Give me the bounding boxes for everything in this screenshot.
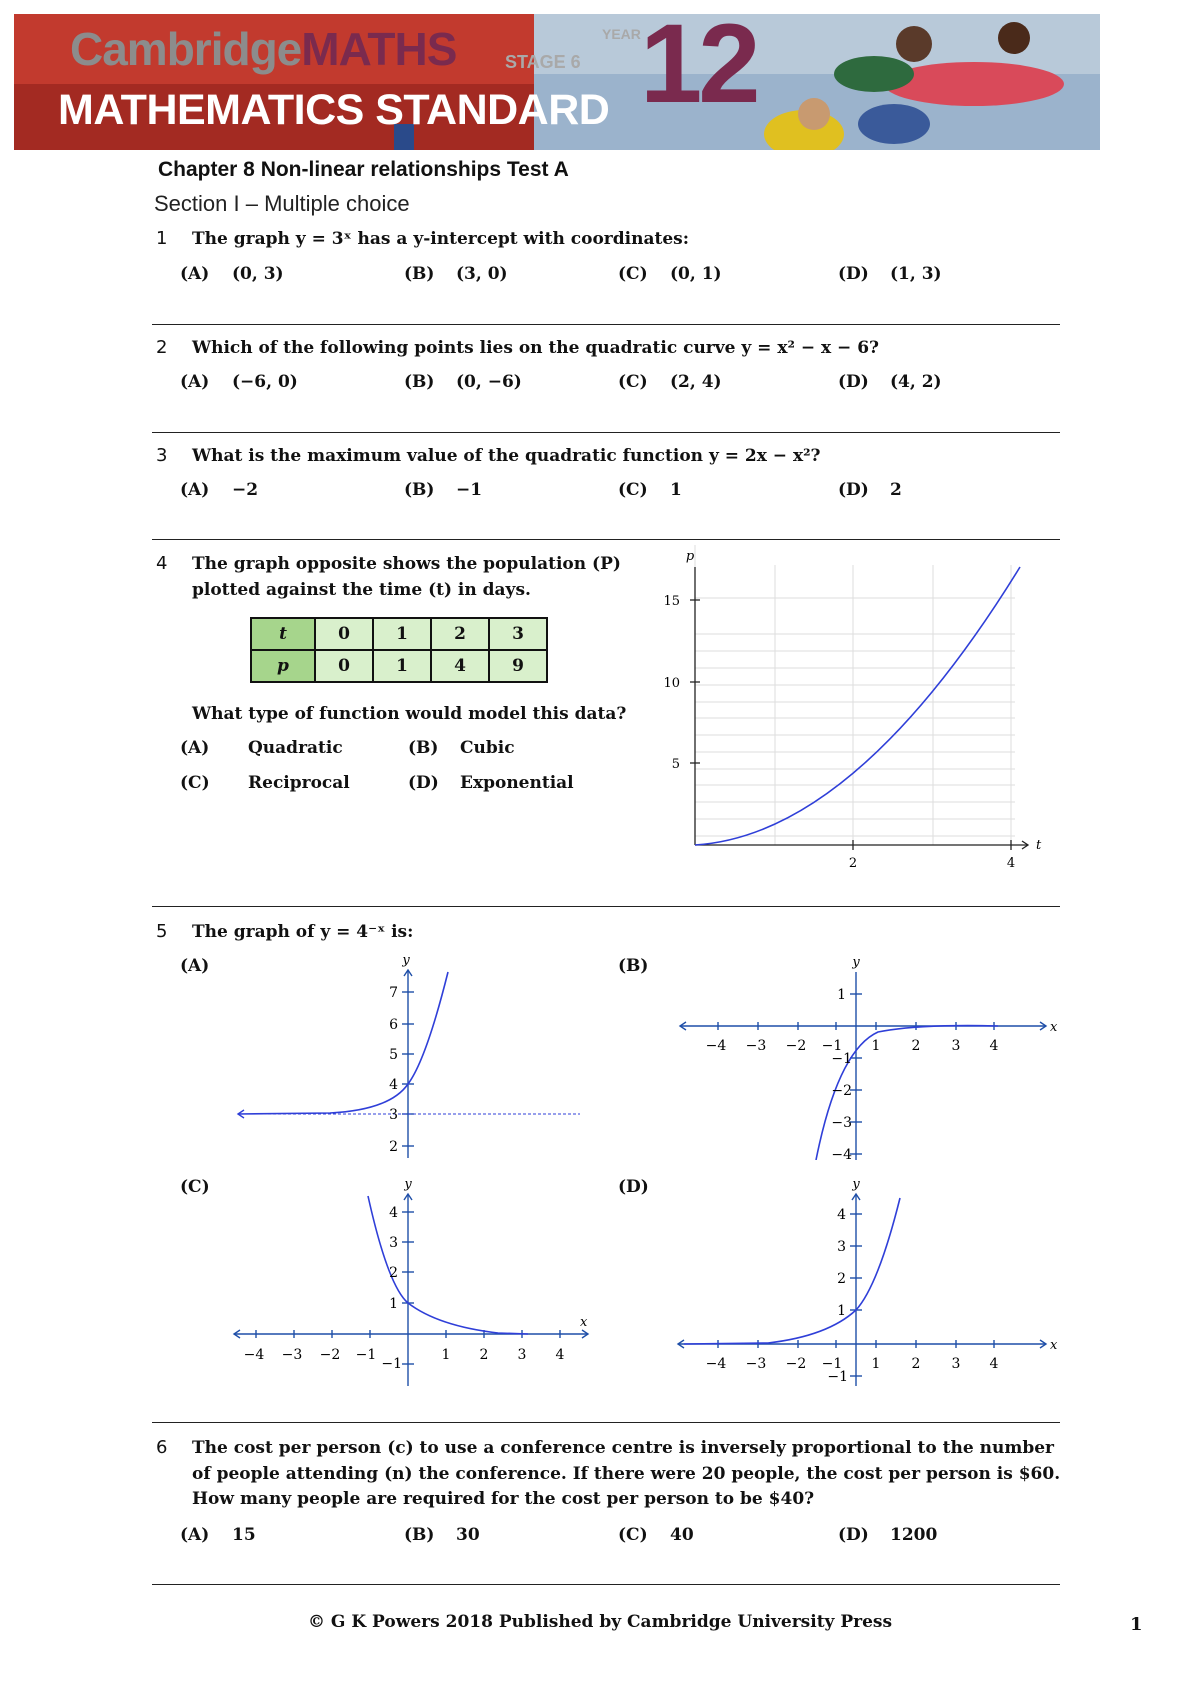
question-2-option-a[interactable]: (A) (−6, 0): [180, 372, 298, 392]
question-3-text: What is the maximum value of the quadratic function y = 2x − x²?: [192, 446, 821, 466]
question-2-option-b[interactable]: (B) (0, −6): [404, 372, 522, 392]
tick-label: 3: [389, 1107, 398, 1123]
tick-label: −1: [831, 1051, 852, 1067]
tick-label: 2: [389, 1265, 398, 1281]
question-6-option-b[interactable]: (B) 30: [404, 1525, 480, 1545]
question-3-option-a[interactable]: (A) −2: [180, 480, 259, 500]
tick-label: −4: [705, 1356, 727, 1372]
curve: [238, 972, 448, 1114]
tick-label: 3: [837, 1239, 846, 1255]
graph-c: [228, 1176, 598, 1386]
table-cell: 9: [489, 650, 547, 682]
table-row: [251, 650, 547, 682]
question-4-number: 4: [156, 553, 168, 574]
tick-label: −4: [243, 1347, 265, 1363]
divider: [152, 906, 1060, 907]
question-4-option-d[interactable]: (D) Exponential: [408, 773, 574, 793]
tick-label: 6: [389, 1017, 398, 1033]
question-3-number: 3: [156, 445, 168, 466]
tick-label: 5: [671, 757, 680, 772]
question-3-option-d[interactable]: (D) 2: [838, 480, 902, 500]
tick-label: 2: [479, 1347, 489, 1363]
table-cell: t: [251, 618, 315, 650]
question-3-option-c[interactable]: (C) 1: [618, 480, 682, 500]
question-2-number: 2: [156, 337, 168, 358]
tick-label: −1: [381, 1356, 402, 1372]
tick-label: 3: [951, 1356, 961, 1372]
graph-d: [668, 1176, 1058, 1396]
tick-label: 10: [663, 676, 680, 691]
question-6-option-d[interactable]: (D) 1200: [838, 1525, 938, 1545]
footer-copyright: © G K Powers 2018 Published by Cambridge University Press: [308, 1612, 893, 1632]
axis-label: x: [1050, 1338, 1058, 1353]
question-5-option-d[interactable]: (D): [618, 1177, 649, 1197]
year-number: 12: [640, 1, 757, 126]
graph-y-label: p: [685, 549, 695, 564]
question-4-option-a[interactable]: (A) Quadratic: [180, 738, 343, 758]
tick-label: 3: [951, 1038, 961, 1054]
question-5-number: 5: [156, 921, 168, 942]
table-cell: p: [251, 650, 315, 682]
tick-label: 4: [989, 1038, 999, 1054]
table-row: [251, 618, 547, 650]
tick-label: −2: [319, 1347, 341, 1363]
question-3-option-b[interactable]: (B) −1: [404, 480, 483, 500]
graph-x-label: t: [1036, 838, 1042, 853]
tick-label: −3: [745, 1356, 767, 1372]
tick-label: −1: [821, 1356, 843, 1372]
data-table: [250, 617, 548, 683]
brand-cambridge-maths: CambridgeMATHS: [70, 23, 457, 75]
tick-label: 4: [837, 1207, 846, 1223]
question-5-option-b[interactable]: (B): [618, 956, 649, 976]
table-cell: 3: [489, 618, 547, 650]
curve: [684, 1198, 900, 1344]
question-1-option-a[interactable]: (A) (0, 3): [180, 264, 284, 284]
question-6-text-line1: The cost per person (c) to use a conference centre is inversely proportional to the number: [192, 1438, 1054, 1458]
graph-b: [668, 950, 1058, 1160]
divider: [152, 324, 1060, 325]
question-6-text-line3: How many people are required for the cost per person to be $40?: [192, 1489, 815, 1509]
tick-label: 4: [1006, 856, 1016, 871]
tick-label: −3: [831, 1115, 852, 1131]
axis-label: x: [580, 1315, 588, 1330]
graph-a: [230, 950, 590, 1158]
brand-mathematics-standard: MATHEMATICS STANDARD: [58, 86, 610, 134]
section-title: Section I – Multiple choice: [154, 191, 410, 216]
tick-label: 1: [441, 1347, 451, 1363]
axis-label: y: [404, 1177, 412, 1192]
tick-label: 1: [837, 1303, 846, 1319]
tick-label: 2: [911, 1356, 921, 1372]
table-cell: 0: [315, 650, 373, 682]
question-4-option-b[interactable]: (B) Cubic: [408, 738, 515, 758]
tick-label: 1: [837, 987, 846, 1003]
tick-label: −2: [831, 1083, 852, 1099]
question-2-option-d[interactable]: (D) (4, 2): [838, 372, 942, 392]
tick-label: −2: [785, 1038, 807, 1054]
tick-label: 15: [663, 594, 680, 609]
table-cell: 4: [431, 650, 489, 682]
divider: [152, 432, 1060, 433]
question-5-text: The graph of y = 4⁻ˣ is:: [192, 922, 414, 942]
axis-label: y: [852, 955, 860, 970]
question-5-option-c[interactable]: (C): [180, 1177, 210, 1197]
chapter-title: Chapter 8 Non-linear relationships Test A: [158, 158, 569, 181]
question-4-text-line1: The graph opposite shows the population (P): [192, 554, 621, 574]
tick-label: 4: [389, 1205, 398, 1221]
question-1-number: 1: [156, 228, 168, 249]
stage-label: STAGE 6: [505, 52, 581, 72]
tick-label: 2: [837, 1271, 846, 1287]
question-4-text-line2: plotted against the time (t) in days.: [192, 580, 531, 600]
question-1-option-c[interactable]: (C) (0, 1): [618, 264, 722, 284]
population-curve: [695, 567, 1020, 845]
question-5-option-a[interactable]: (A): [180, 956, 210, 976]
tick-label: 7: [389, 985, 398, 1001]
tick-label: −1: [355, 1347, 377, 1363]
axis-label: y: [852, 1177, 860, 1192]
tick-label: −3: [281, 1347, 303, 1363]
question-2-text: Which of the following points lies on the quadratic curve y = x² − x − 6?: [192, 338, 879, 358]
tick-label: −2: [785, 1356, 807, 1372]
divider: [152, 1422, 1060, 1423]
table-cell: 1: [373, 618, 431, 650]
page-number: 1: [1130, 1614, 1143, 1635]
question-2-option-c[interactable]: (C) (2, 4): [618, 372, 722, 392]
tick-label: 3: [389, 1235, 398, 1251]
tick-label: 4: [989, 1356, 999, 1372]
tick-label: 1: [871, 1038, 881, 1054]
table-cell: 2: [431, 618, 489, 650]
tick-label: 2: [911, 1038, 921, 1054]
question-6-option-a[interactable]: (A) 15: [180, 1525, 256, 1545]
tick-label: 2: [389, 1139, 398, 1155]
question-4-question: What type of function would model this data?: [192, 704, 627, 724]
question-6-text-line2: of people attending (n) the conference. If there were 20 people, the cost per person is $60.: [192, 1464, 1061, 1484]
tick-label: 3: [517, 1347, 527, 1363]
tick-label: 2: [848, 856, 858, 871]
axis-label: x: [1050, 1020, 1058, 1035]
tick-label: 4: [555, 1347, 565, 1363]
question-6-number: 6: [156, 1437, 168, 1458]
question-1-option-d[interactable]: (D) (1, 3): [838, 264, 942, 284]
tick-label: −3: [745, 1038, 767, 1054]
tick-label: −1: [821, 1038, 843, 1054]
divider: [152, 539, 1060, 540]
tick-label: 4: [389, 1077, 398, 1093]
tick-label: 1: [389, 1296, 398, 1312]
table-cell: 0: [315, 618, 373, 650]
question-1-option-b[interactable]: (B) (3, 0): [404, 264, 508, 284]
axis-label: y: [402, 953, 410, 968]
year-label: YEAR: [602, 26, 641, 42]
tick-label: 5: [389, 1047, 398, 1063]
question-4-option-c[interactable]: (C) Reciprocal: [180, 773, 350, 793]
question-1-text: The graph y = 3ˣ has a y-intercept with coordinates:: [192, 229, 689, 249]
question-6-option-c[interactable]: (C) 40: [618, 1525, 694, 1545]
table-cell: 1: [373, 650, 431, 682]
tick-label: −4: [705, 1038, 727, 1054]
tick-label: 1: [871, 1356, 881, 1372]
tick-label: −4: [831, 1147, 852, 1160]
divider: [152, 1584, 1060, 1585]
population-graph: [650, 545, 1050, 885]
tick-label: −1: [827, 1369, 848, 1385]
